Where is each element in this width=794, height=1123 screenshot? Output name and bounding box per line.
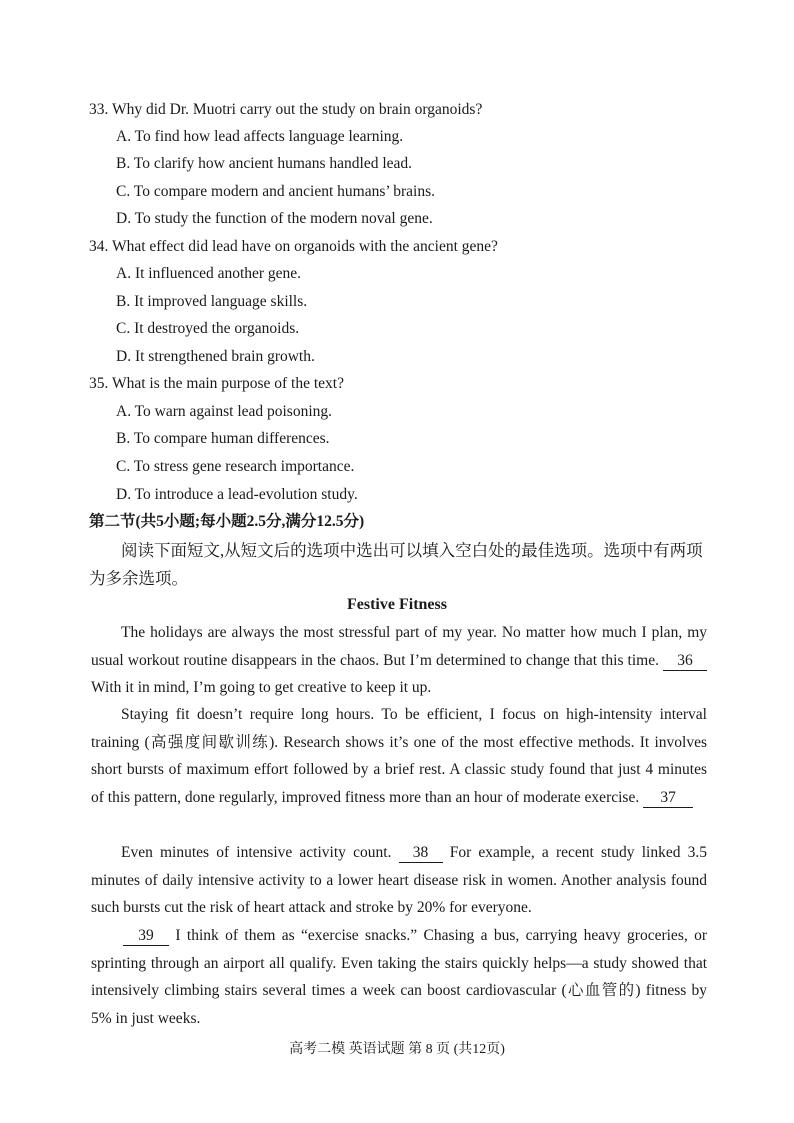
question-34-option-a: A. It influenced another gene. [116, 265, 302, 282]
paragraph-3-text-a: Even minutes of intensive activity count. [121, 844, 392, 861]
section-heading: 第二节(共5小题;每小题2.5分,满分12.5分) [89, 513, 365, 530]
blank-36: 36 [663, 652, 707, 671]
question-33-option-d: D. To study the function of the modern noval gene. [116, 210, 433, 227]
question-35-option-d: D. To introduce a lead-evolution study. [116, 486, 358, 503]
question-35-option-a: A. To warn against lead poisoning. [116, 403, 333, 420]
question-35-stem: 35. What is the main purpose of the text? [89, 375, 344, 392]
passage-paragraph-4 [91, 922, 707, 1032]
question-34-option-c: C. It destroyed the organoids. [116, 320, 300, 337]
question-33-stem: 33. Why did Dr. Muotri carry out the study on brain organoids? [89, 101, 483, 118]
passage-title: Festive Fitness [347, 596, 447, 613]
question-34-stem: 34. What effect did lead have on organoids with the ancient gene? [89, 238, 498, 255]
paragraph-1-text-a: The holidays are always the most stressful part of my year. No matter how much I plan, my usual workout routine disappears in the chaos. But I’m determined to change that this time. [91, 624, 707, 669]
passage-paragraph-1 [91, 619, 707, 702]
page-footer: 高考二模 英语试题 第 8 页 (共12页) [289, 1042, 505, 1057]
blank-38: 38 [399, 844, 443, 863]
blank-39: 39 [123, 927, 169, 946]
question-33-option-c: C. To compare modern and ancient humans’ brains. [116, 183, 436, 200]
question-34-option-b: B. It improved language skills. [116, 293, 308, 310]
passage-paragraph-2 [91, 701, 707, 811]
paragraph-1-text-b: With it in mind, I’m going to get creative to keep it up. [91, 679, 432, 697]
question-35-option-c: C. To stress gene research importance. [116, 458, 355, 475]
paragraph-2-text: Staying fit doesn’t require long hours. To be efficient, I focus on high-intensity interval training (高强度间歇训练). Research shows it’s one of the most effective methods. It involves short bursts of maximum effort followed by a brief rest. A classic study found that just 4 minutes of this pattern, done regularly, improved fitness more than an hour of moderate exercise. [91, 706, 707, 806]
paragraph-4-text: I think of them as “exercise snacks.” Chasing a bus, carrying heavy groceries, or sprinting through an airport all qualify. Even taking the stairs quickly helps—a study showed that intensively climbing stairs several times a week can boost cardiovascular (心血管的) fitness by 5% in just weeks. [91, 927, 707, 1027]
question-33-option-a: A. To find how lead affects language learning. [116, 128, 404, 145]
question-34-option-d: D. It strengthened brain growth. [116, 348, 315, 365]
passage-paragraph-3 [91, 839, 707, 922]
paragraph-3-text-b: For example, a recent study linked 3.5 minutes of daily intensive activity to a lower heart disease risk in women. Another analysis found such bursts cut the risk of heart attack and stroke by 20% for everyone. [91, 844, 707, 917]
question-33-option-b: B. To clarify how ancient humans handled lead. [116, 155, 413, 172]
section-instruction: 阅读下面短文,从短文后的选项中选出可以填入空白处的最佳选项。选项中有两项为多余选项。 [89, 541, 703, 588]
blank-37: 37 [643, 789, 693, 808]
question-35-option-b: B. To compare human differences. [116, 430, 330, 447]
